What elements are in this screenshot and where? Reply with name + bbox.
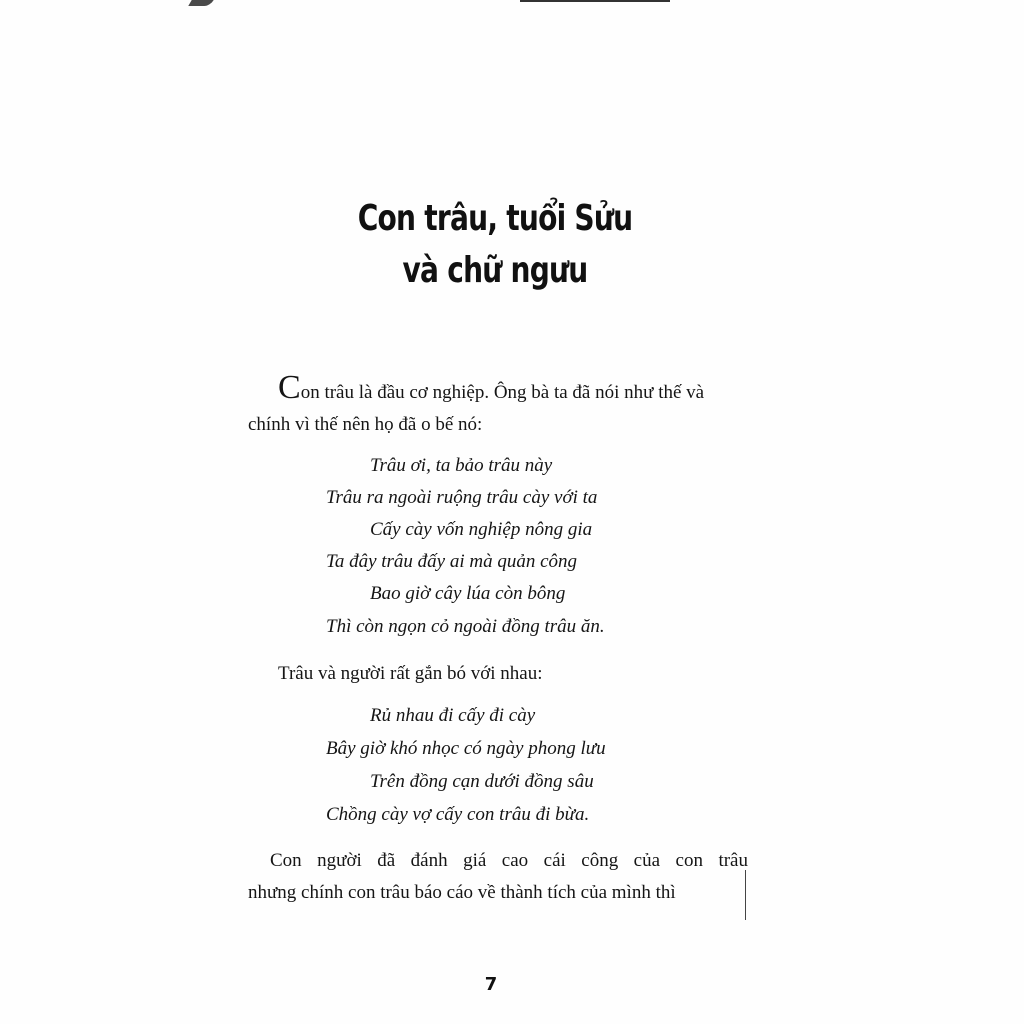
verse-1-line-5: Bao giờ cây lúa còn bông (370, 583, 566, 604)
closing-line-1: Con người đã đánh giá cao cái công của con trâu (270, 850, 748, 871)
bridge-paragraph: Trâu và người rất gắn bó với nhau: (278, 663, 543, 684)
verse-2-line-1: Rủ nhau đi cấy đi cày (370, 705, 536, 726)
intro-text: on trâu là đầu cơ nghiệp. Ông bà ta đã nói như thế và chính vì thế nên họ đã o bế nó: (248, 382, 705, 435)
closing-paragraph (248, 845, 748, 909)
verse-1-line-6: Thì còn ngọn cỏ ngoài đồng trâu ăn. (326, 616, 605, 637)
drop-cap: C (278, 369, 301, 406)
verse-2-line-4: Chồng cày vợ cấy con trâu đi bừa. (326, 804, 590, 825)
verse-2-line-3: Trên đồng cạn dưới đồng sâu (370, 771, 594, 792)
verse-2-line-2: Bây giờ khó nhọc có ngày phong lưu (326, 738, 606, 759)
verse-1-line-3: Cấy cày vốn nghiệp nông gia (370, 519, 593, 540)
verse-1-line-4: Ta đây trâu đấy ai mà quản công (326, 551, 578, 572)
verse-1-line-1: Trâu ơi, ta bảo trâu này (370, 455, 553, 476)
closing-line-2: nhưng chính con trâu báo cáo về thành tích của mình thì (248, 882, 676, 903)
verse-1-line-2: Trâu ra ngoài ruộng trâu cày với ta (326, 487, 598, 508)
scan-top-line (520, 0, 670, 2)
chapter-title-line-2: và chữ ngưu (402, 250, 588, 291)
scan-edge-mark (188, 0, 213, 6)
chapter-title-line-1: Con trâu, tuổi Sửu (357, 198, 633, 239)
intro-paragraph (248, 369, 748, 441)
page-number: 7 (484, 974, 498, 995)
